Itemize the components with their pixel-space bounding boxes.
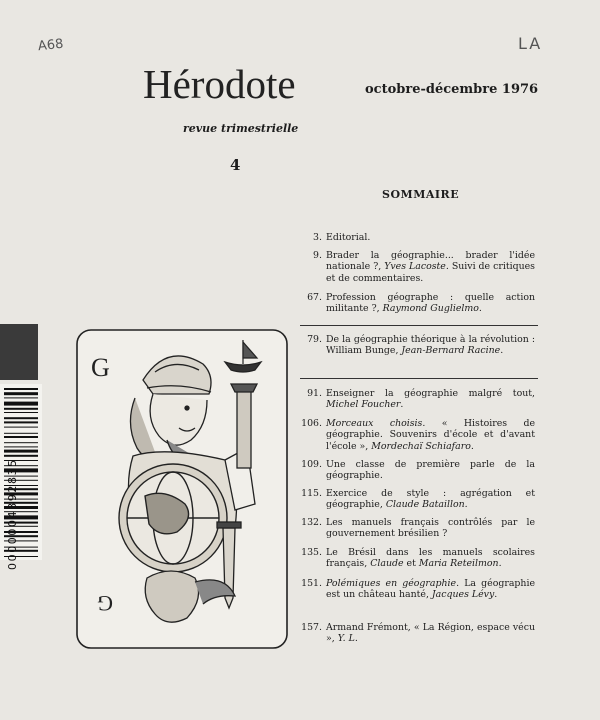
toc-entry-suffix: . (478, 303, 482, 315)
toc-italic-lead: Morceaux choisis. (326, 418, 426, 429)
journal-title: Hérodote (143, 61, 296, 107)
barcode-bar (4, 433, 38, 434)
toc-entry-suffix: . (470, 440, 474, 452)
toc-entry (300, 488, 535, 511)
corner-letter-top: G (91, 353, 110, 382)
toc-entry-text: Une classe de première parle de la géographie. (326, 459, 535, 482)
toc-entry (300, 622, 535, 645)
toc-page-number: 115. (301, 488, 322, 499)
toc-entry-suffix: . (400, 399, 404, 411)
toc-entry-text: Editorial. (326, 232, 371, 243)
globe-icon (119, 464, 227, 572)
toc-entry-suffix: . Suivi de critiques et de commentaires. (326, 261, 535, 284)
handwritten-annotation-left: A68 (37, 36, 65, 55)
toc-author: Jacques Lévy (431, 589, 495, 601)
toc-entry-text: Exercice de style : agrégation et géographie, (326, 488, 535, 511)
toc-entry (300, 232, 535, 243)
barcode-number: 0000004392835 (6, 458, 19, 570)
toc-entry (300, 388, 535, 411)
barcode-bar (4, 455, 38, 457)
toc-page-number: 9. (313, 250, 322, 261)
toc-entry (300, 459, 535, 482)
toc-entry-text: « Histoires de géographie. Souvenirs d'école et d'avant l'école », (326, 418, 536, 452)
barcode-bar (4, 388, 38, 390)
toc-author: Claude Bataillon (385, 499, 465, 511)
toc-entry-text: Les manuels français contrôlés par le gouvernement brésilien ? (326, 517, 535, 540)
toc-page-number: 67. (307, 292, 322, 303)
handwritten-annotation-right: LA (518, 34, 543, 53)
barcode-bar (4, 427, 38, 428)
toc-author: Jean-Bernard Racine (401, 345, 501, 357)
toc-heading: SOMMAIRE (382, 188, 460, 201)
toc-page-number: 135. (301, 547, 322, 558)
barcode-bar (4, 442, 38, 443)
toc-page-number: 157. (301, 622, 322, 633)
barcode-bar (4, 450, 38, 453)
toc-author: Maria Reteilmon (418, 558, 499, 570)
barcode-bar (4, 417, 38, 419)
barcode-bar (4, 408, 38, 410)
toc-author: Claude (370, 558, 404, 570)
barcode-bar (4, 412, 38, 413)
issue-number: 4 (230, 156, 241, 174)
toc-entry-suffix: . (464, 499, 468, 511)
toc-entry-text: Armand Frémont, « La Région, espace vécu », (326, 622, 535, 645)
journal-subtitle: revue trimestrielle (183, 122, 299, 135)
toc-entry (300, 250, 535, 284)
barcode-bar (4, 397, 38, 398)
toc-page-number: 151. (301, 578, 322, 589)
issue-date: octobre-décembre 1976 (365, 82, 539, 97)
toc-entry-suffix: . (494, 589, 498, 601)
toc-page-number: 132. (301, 517, 322, 528)
toc-page-number: 109. (301, 459, 322, 470)
toc-entry (300, 418, 535, 452)
toc-entry (300, 547, 535, 570)
toc-author: Yves Lacoste (384, 261, 446, 273)
toc-entry (300, 578, 535, 601)
section-divider (300, 378, 538, 379)
toc-entry-text: De la géographie théorique à la révolution : William Bunge, (326, 334, 535, 357)
toc-page-number: 91. (307, 388, 322, 399)
toc-author: Mordechaï Schiafaro (371, 440, 471, 452)
barcode-bar (4, 402, 38, 406)
toc-author: Raymond Guglielmo (382, 303, 479, 315)
margin-tab (0, 324, 38, 380)
herodotus-playing-card-illustration (75, 328, 289, 650)
toc-entry-conjunction: et (403, 558, 419, 570)
barcode-bar (4, 392, 38, 395)
barcode-bar (4, 421, 38, 423)
toc-page-number: 3. (313, 232, 322, 243)
toc-entry-suffix: . (500, 345, 504, 357)
barcode-bar (4, 446, 38, 447)
toc-entry (300, 517, 535, 540)
toc-author: Michel Foucher (326, 399, 401, 411)
corner-letter-bottom: G (97, 591, 113, 616)
toc-entry-text: Profession géographe : quelle action militante ?, (326, 292, 535, 315)
toc-entry-suffix: . (354, 633, 358, 645)
toc-italic-lead: Polémiques en géographie. (326, 578, 460, 589)
toc-entry-suffix: . (498, 558, 502, 570)
section-divider (300, 325, 538, 326)
toc-entry (300, 334, 535, 357)
toc-page-number: 79. (307, 334, 322, 345)
toc-entry-text: Le Brésil dans les manuels scolaires français, (326, 547, 535, 570)
toc-entry (300, 292, 535, 315)
toc-entry-text: Brader la géographie... brader l'idée nationale ?, (326, 250, 535, 273)
toc-entry-text: La géographie est un château hanté, (326, 578, 535, 601)
toc-entry-text: Enseigner la géographie malgré tout, (326, 388, 535, 399)
toc-author: Y. L (337, 633, 355, 645)
toc-page-number: 106. (301, 418, 322, 429)
barcode-bar (4, 436, 38, 438)
